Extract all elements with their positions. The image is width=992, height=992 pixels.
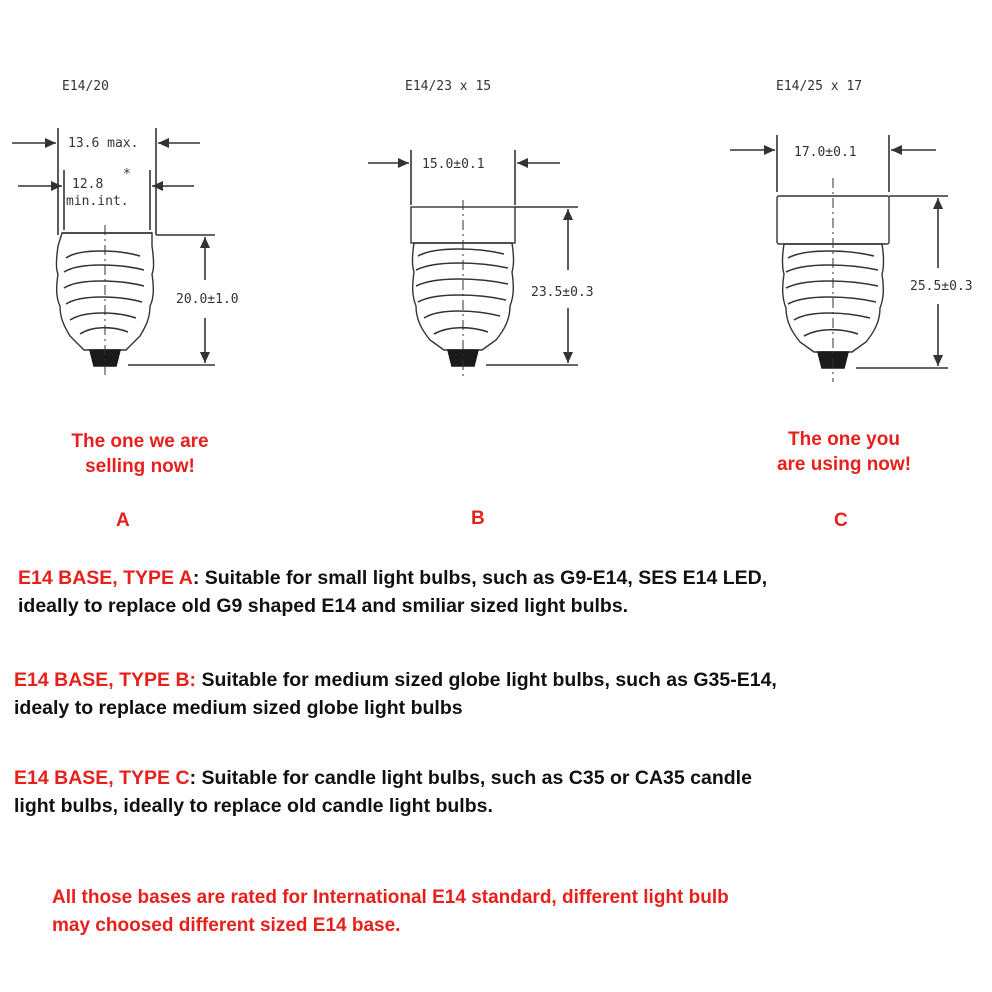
base-a-note-line1: The one we are [71,431,209,452]
base-c-drawing [730,79,973,382]
base-b-letter: B [471,508,485,529]
base-a-inner-width: 12.8 [72,177,104,192]
base-c-height: 25.5±0.3 [910,279,973,294]
base-c-letter: C [834,510,848,531]
base-b-width: 15.0±0.1 [422,157,485,172]
base-b-title: E14/23 x 15 [405,79,492,94]
footnote-line2: may choosed different sized E14 base. [52,915,401,936]
base-a-title: E14/20 [62,79,109,94]
type-c-label: E14 BASE, TYPE C [14,767,190,789]
description-type-c [14,764,984,820]
base-b-height: 23.5±0.3 [531,285,594,300]
type-c-line2: light bulbs, ideally to replace old candle light bulbs. [14,795,493,817]
type-b-line1: Suitable for medium sized globe light bulbs, such as G35-E14, [196,669,777,691]
type-a-label: E14 BASE, TYPE A [18,567,193,589]
base-a-height: 20.0±1.0 [176,292,239,307]
base-a-note-line2: selling now! [85,456,195,477]
base-b-drawing [368,79,594,380]
base-a-inner-mark: * [123,167,131,182]
base-c-note [730,427,958,477]
footnote [52,884,972,940]
footnote-line1: All those bases are rated for International E14 standard, different light bulb [52,887,729,908]
base-a-letter: A [116,510,130,531]
base-c-width: 17.0±0.1 [794,145,857,160]
base-a-drawing [12,79,239,378]
base-a-note [24,429,256,479]
description-type-a [18,564,988,620]
type-b-line2: idealy to replace medium sized globe light bulbs [14,697,463,719]
description-type-b [14,666,984,722]
base-c-note-line2: are using now! [776,454,912,475]
base-c-note-line1: The one you [788,429,900,450]
type-c-line1: : Suitable for candle light bulbs, such as C35 or CA35 candle [189,767,752,789]
base-a-width-max: 13.6 max. [68,136,139,151]
type-b-label: E14 BASE, TYPE B: [14,669,197,691]
base-a-inner-note: min.int. [66,194,129,209]
type-a-line1: : Suitable for small light bulbs, such as G9-E14, SES E14 LED, [192,567,768,589]
base-c-title: E14/25 x 17 [776,79,863,94]
type-a-line2: ideally to replace old G9 shaped E14 and smiliar sized light bulbs. [18,595,629,617]
base-drawings [0,0,992,420]
